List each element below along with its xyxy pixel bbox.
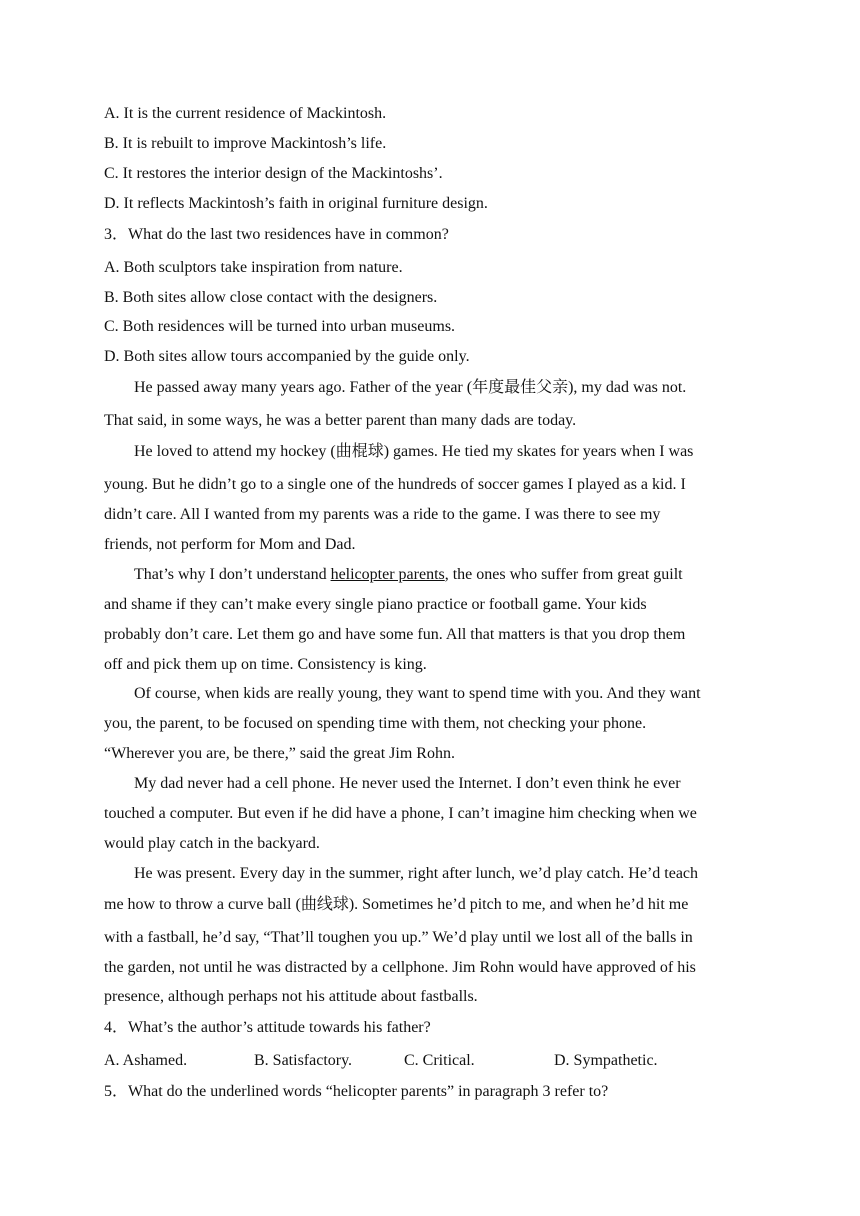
q3-option-d: D. Both sites allow tours accompanied by the guide only. [104,348,470,365]
passage-p3-line: off and pick them up on time. Consistency is king. [104,656,427,673]
passage-p1-line: That said, in some ways, he was a better parent than many dads are today. [104,412,577,429]
passage-p5-line: would play catch in the backyard. [104,835,320,852]
q2-option-b: B. It is rebuilt to improve Mackintosh’s life. [104,135,387,152]
passage-p3-line: and shame if they can’t make every single piano practice or football game. Your kids [104,596,647,613]
passage-p1-line: He passed away many years ago. Father of the year (年度最佳父亲), my dad was not. [134,379,687,396]
passage-p3-line [134,565,683,585]
passage-p4-line: you, the parent, to be focused on spending time with them, not checking your phone. [104,715,647,732]
passage-p5-line: My dad never had a cell phone. He never used the Internet. I don’t even think he ever [134,775,681,792]
passage-p6-line: with a fastball, he’d say, “That’ll toughen you up.” We’d play until we lost all of the balls in [104,929,693,946]
passage-p6-line: presence, although perhaps not his attitude about fastballs. [104,988,478,1005]
q4-options-row [104,1051,744,1071]
q4-question: 4．What’s the author’s attitude towards his father? [104,1019,431,1036]
q3-option-c: C. Both residences will be turned into urban museums. [104,318,456,335]
passage-p2-line: didn’t care. All I wanted from my parents was a ride to the game. I was there to see my [104,506,661,523]
q4-option-d: D. Sympathetic. [554,1052,658,1069]
passage-p4-line: Of course, when kids are really young, they want to spend time with you. And they want [134,685,701,702]
passage-p3-line: probably don’t care. Let them go and have some fun. All that matters is that you drop them [104,626,686,643]
q3-question: 3．What do the last two residences have in common? [104,226,449,243]
passage-p2-line: friends, not perform for Mom and Dad. [104,536,356,553]
q4-option-a: A. Ashamed. [104,1052,188,1069]
p3-text-pre: That’s why I don’t understand [134,566,331,583]
q4-option-b: B. Satisfactory. [254,1052,353,1069]
underlined-helicopter-parents: helicopter parents [330,566,445,583]
passage-p5-line: touched a computer. But even if he did have a phone, I can’t imagine him checking when we [104,805,697,822]
q4-option-c: C. Critical. [404,1052,475,1069]
passage-p6-line: the garden, not until he was distracted by a cellphone. Jim Rohn would have approved of his [104,959,696,976]
passage-p6-line: He was present. Every day in the summer, right after lunch, we’d play catch. He’d teach [134,865,699,882]
q2-option-c: C. It restores the interior design of the Mackintoshs’. [104,165,443,182]
p3-text-post: , the ones who suffer from great guilt [444,566,683,583]
passage-p4-line: “Wherever you are, be there,” said the great Jim Rohn. [104,745,455,762]
passage-p2-line: young. But he didn’t go to a single one of the hundreds of soccer games I played as a kid. I [104,476,686,493]
q2-option-d: D. It reflects Mackintosh’s faith in original furniture design. [104,195,488,212]
passage-p6-line: me how to throw a curve ball (曲线球). Sometimes he’d pitch to me, and when he’d hit me [104,896,689,913]
q3-option-b: B. Both sites allow close contact with the designers. [104,289,438,306]
q2-option-a: A. It is the current residence of Mackintosh. [104,105,387,122]
passage-p2-line: He loved to attend my hockey (曲棍球) games. He tied my skates for years when I was [134,443,694,460]
q3-option-a: A. Both sculptors take inspiration from nature. [104,259,403,276]
q5-question: 5．What do the underlined words “helicopter parents” in paragraph 3 refer to? [104,1083,609,1100]
